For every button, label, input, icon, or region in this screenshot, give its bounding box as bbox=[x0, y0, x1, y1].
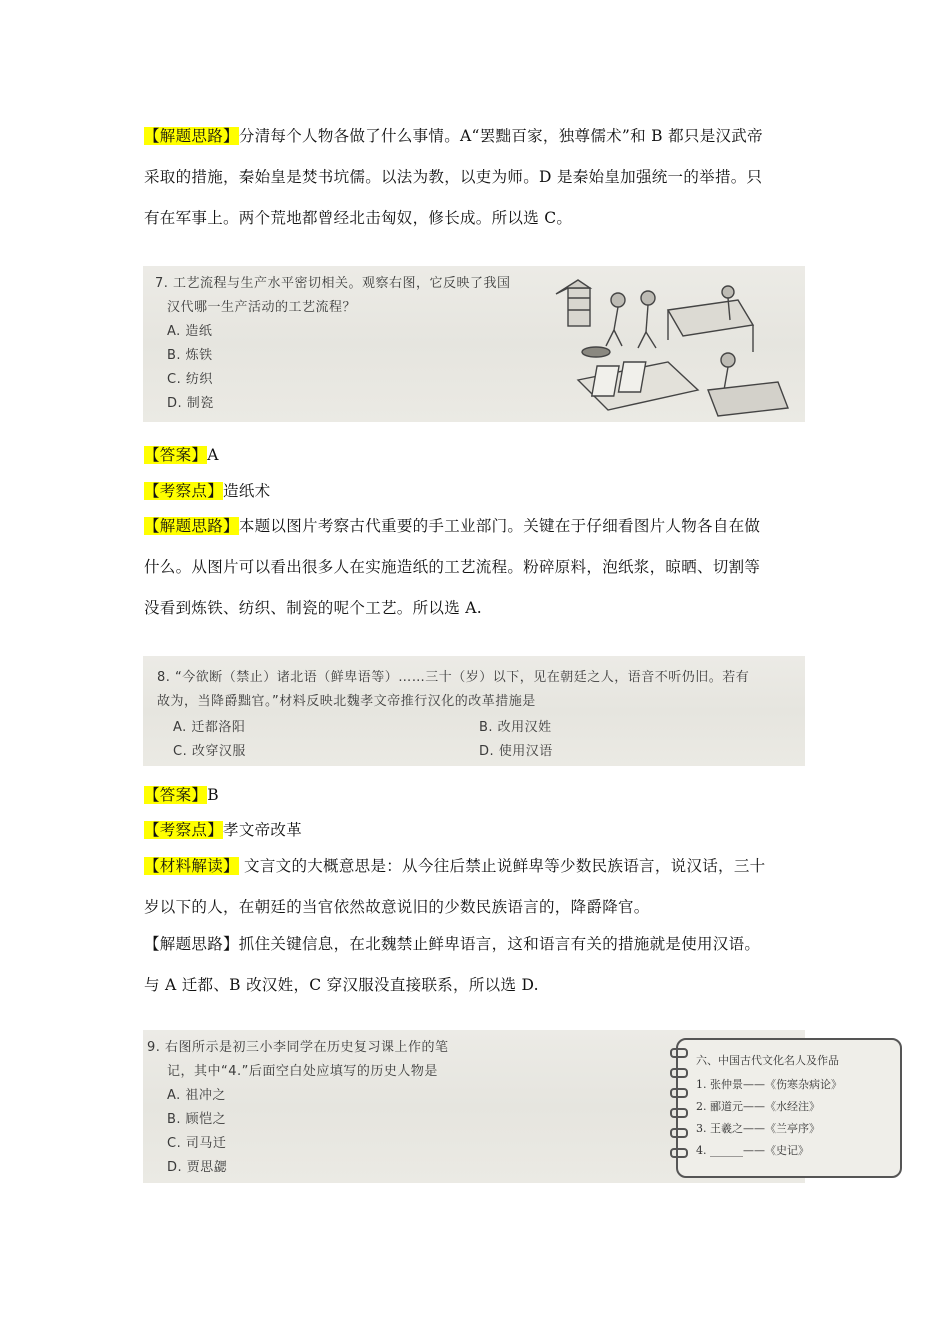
q8-option-a: A. 迁都洛阳 bbox=[173, 720, 246, 735]
notebook-ring bbox=[670, 1088, 688, 1098]
a7-point: 造纸术 bbox=[223, 482, 271, 500]
q8-stem-2: 故为，当降爵黜官。”材料反映北魏孝文帝推行汉化的改革措施是 bbox=[157, 694, 536, 709]
q7-option-b: B. 炼铁 bbox=[167, 348, 213, 363]
a7-answer: A bbox=[207, 446, 219, 464]
q8-option-b: B. 改用汉姓 bbox=[479, 720, 552, 735]
a7-point-line bbox=[144, 481, 814, 501]
s1-line-2: 采取的措施，秦始皇是焚书坑儒。以法为教，以吏为师。D 是秦始皇加强统一的举措。只 bbox=[144, 168, 763, 186]
notebook-note bbox=[676, 1038, 902, 1178]
a7-idea-line-2: 什么。从图片可以看出很多人在实施造纸的工艺流程。粉碎原料，泡纸浆，晾晒、切割等 bbox=[144, 558, 761, 576]
q9-option-c: C. 司马迁 bbox=[167, 1136, 227, 1151]
idea-tag: 【解题思路】 bbox=[144, 517, 239, 535]
answer-tag: 【答案】 bbox=[144, 446, 208, 464]
notebook-ring bbox=[670, 1128, 688, 1138]
q7-option-d: D. 制瓷 bbox=[167, 396, 214, 411]
notebook-ring bbox=[670, 1148, 688, 1158]
q8-option-c: C. 改穿汉服 bbox=[173, 744, 246, 759]
a8-point: 孝文帝改革 bbox=[223, 821, 303, 839]
note-item-4: 4. ______——《史记》 bbox=[696, 1144, 809, 1157]
a8-point-line bbox=[144, 820, 814, 840]
q7-stem-2: 汉代哪一生产活动的工艺流程？ bbox=[167, 300, 357, 315]
point-tag: 【考察点】 bbox=[144, 821, 224, 839]
material-tag: 【材料解读】 bbox=[144, 857, 239, 875]
a8-material-line-2: 岁以下的人，在朝廷的当官依然故意说旧的少数民族语言的，降爵降官。 bbox=[144, 898, 650, 916]
question-8-image bbox=[143, 656, 805, 766]
q9-option-d: D. 贾思勰 bbox=[167, 1160, 228, 1175]
a8-idea-line-2: 与 A 迁都、B 改汉姓，C 穿汉服没直接联系，所以选 D. bbox=[144, 976, 539, 994]
notebook-ring bbox=[670, 1108, 688, 1118]
a7-idea-line-3: 没看到炼铁、纺织、制瓷的呢个工艺。所以选 A. bbox=[144, 599, 482, 617]
q8-option-d: D. 使用汉语 bbox=[479, 744, 553, 759]
q9-stem-1: 9. 右图所示是初三小李同学在历史复习课上作的笔 bbox=[147, 1040, 449, 1055]
point-tag: 【考察点】 bbox=[144, 482, 224, 500]
s1-line-3: 有在军事上。两个荒地都曾经北击匈奴，修长成。所以选 C。 bbox=[144, 209, 573, 227]
q7-option-a: A. 造纸 bbox=[167, 324, 213, 339]
q7-stem-1: 7. 工艺流程与生产水平密切相关。观察右图，它反映了我国 bbox=[155, 276, 511, 291]
a7-idea-line-1: 【解题思路】本题以图片考察古代重要的手工业部门。关键在于仔细看图片人物各自在做 bbox=[144, 517, 761, 535]
a8-answer: B bbox=[207, 786, 219, 804]
note-item-1: 1. 张仲景——《伤寒杂病论》 bbox=[696, 1078, 842, 1091]
a8-answer-line bbox=[144, 785, 814, 805]
idea-tag: 【解题思路】 bbox=[144, 127, 239, 145]
a8-material-line-1: 【材料解读】 文言文的大概意思是：从今往后禁止说鲜卑等少数民族语言，说汉话，三十 bbox=[144, 857, 766, 875]
question-7-image bbox=[143, 266, 805, 422]
s1-line-1: 【解题思路】分清每个人物各做了什么事情。A“罢黜百家，独尊儒术”和 B 都只是汉武帝 bbox=[144, 127, 763, 145]
a7-answer-line bbox=[144, 445, 814, 465]
answer-tag: 【答案】 bbox=[144, 786, 208, 804]
a8-idea-line-1: 【解题思路】抓住关键信息，在北魏禁止鲜卑语言，这和语言有关的措施就是使用汉语。 bbox=[144, 935, 761, 953]
note-title: 六、中国古代文化名人及作品 bbox=[696, 1054, 839, 1067]
note-item-2: 2. 郦道元——《水经注》 bbox=[696, 1100, 820, 1113]
q7-option-c: C. 纺织 bbox=[167, 372, 213, 387]
note-item-3: 3. 王羲之——《兰亭序》 bbox=[696, 1122, 820, 1135]
q8-stem-1: 8. “今欲断（禁止）诸北语（鲜卑语等）……三十（岁）以下，见在朝廷之人，语音不听仍旧。若有 bbox=[157, 670, 750, 685]
question-9-image bbox=[143, 1030, 842, 1183]
papermaking-illustration bbox=[548, 270, 798, 420]
notebook-ring bbox=[670, 1068, 688, 1078]
q9-stem-2: 记，其中“4.”后面空白处应填写的历史人物是 bbox=[167, 1064, 438, 1079]
notebook-ring bbox=[670, 1048, 688, 1058]
q9-option-a: A. 祖冲之 bbox=[167, 1088, 226, 1103]
q9-option-b: B. 顾恺之 bbox=[167, 1112, 227, 1127]
